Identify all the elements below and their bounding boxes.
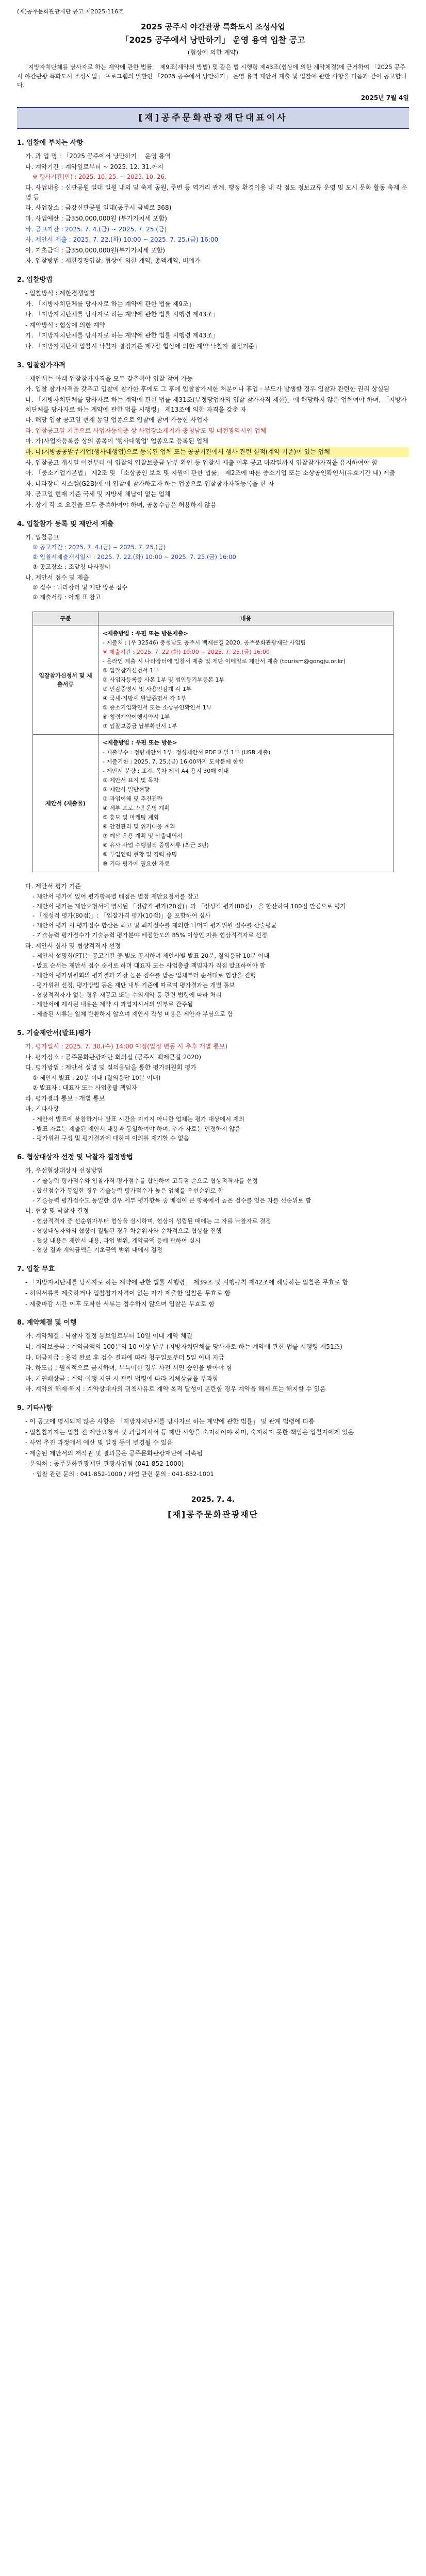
section (17, 882, 409, 1019)
table-line: ④ 국세·지방세 완납증명서 각 1부 (103, 695, 186, 702)
table-line: ③ 인감증명서 및 사용인감계 각 1부 (103, 686, 192, 693)
table-line: - 제안서 분량 : 표지, 목차 제외 A4 용지 30매 이내 (103, 767, 229, 774)
table-row-content (99, 625, 394, 735)
table-row-label: 입찰참가신청서 및 제출서류 (33, 625, 99, 735)
section-item: 라. 입찰공고일 기준으로 사업자등록증 상 사업장소재지가 충청남도 및 대전광역시인 업체 (25, 427, 267, 434)
section-item: 가. 평가일시 : 2025. 7. 30.(수) 14:00 예정(일정 변동 시 추후 개별 통보) (25, 1043, 228, 1050)
section-item: ① 접수 : 나라장터 및 재단 방문 접수 (32, 584, 128, 591)
section-item: 라. 사업장소 : 금강신관공원 일대(공주시 금벽로 368) (25, 204, 172, 212)
section-item: 마. 지연배상금 : 계약 이행 지연 시 관련 법령에 따라 지체상금을 부과함 (25, 1375, 219, 1382)
section (17, 1264, 409, 1309)
section-item: 차. 공고일 현재 기준 국세 및 지방세 체납이 없는 업체 (25, 490, 171, 498)
section-item: 다. 사업내용 : 신관공원 일대 일원 내외 및 축제 공원, 주변 등 역거리 관계, 행정 환경이용 내 각 점도 정보교류 운영 및 도시 문화 활동 축제 운영 등 (25, 184, 407, 201)
section-item: 가. 입찰공고 (25, 533, 59, 541)
sections-part-2 (17, 882, 409, 1479)
section-item: - 합산점수가 동일한 경우 기술능력 평가점수가 높은 업체를 우선순위로 함 (32, 1187, 224, 1194)
table-line: ⑥ 안전관리 및 위기대응 계획 (103, 823, 175, 830)
section-item: 사. 입찰공고 개시일 이전부터 이 입찰의 입찰보증금 납부 확인 등 입찰서 제출 이후 공고 마감일까지 입찰참가자격을 유지하여야 함 (25, 459, 378, 466)
section-item: - 제안서에 제시된 내용은 계약 시 과업지시서의 일부로 간주됨 (32, 1001, 193, 1008)
section-item: 나. 협상 및 낙찰자 결정 (25, 1207, 89, 1215)
table-line: - 제출부수 : 정량제안서 1부, 정성제안서 PDF 파일 1부 (USB 제출) (103, 749, 271, 756)
section-item: 나. 계약보증금 : 계약금액의 100분의 10 이상 납부 (지방자치단체를 당사자로 하는 계약에 관한 법률 시행령 제51조) (25, 1343, 342, 1350)
table-line: ④ 세부 프로그램 운영 계획 (103, 804, 170, 811)
section-item: - 제안서 평가위원회의 평가결과 가장 높은 점수를 받은 업체부터 순서대로 협상을 진행 (32, 972, 256, 979)
table-line: ⑦ 예산 운용 계획 및 산출내역서 (103, 832, 183, 839)
section-item: - 제출마감 시간 이후 도착한 서류는 접수하지 않으며 입찰은 무효로 함 (25, 1300, 215, 1308)
table-line: ⑨ 투입인력 현황 및 경력 증명 (103, 851, 177, 858)
title-line: 2025 공주시 야간관광 특화도시 조성사업 (141, 22, 285, 32)
section-item: ① 제안서 발표 : 20분 이내 (질의응답 10분 이내) (32, 1074, 161, 1081)
section-item: 라. 평가결과 통보 : 개별 통보 (25, 1094, 105, 1102)
section-title: 3. 입찰참가자격 (17, 361, 65, 369)
subtitle: (협상에 의한 계약) (187, 49, 239, 57)
section-item: 마. 사업예산 : 금350,000,000원 (부가가치세 포함) (25, 214, 167, 222)
section-item: ② 입찰서제출개시일시 : 2025. 7. 22.(화) 10:00 ~ 2025. 7. 25.(금) 16:00 (32, 553, 236, 561)
section-item: 나. 계약기간 : 계약일로부터 ~ 2025. 12. 31.까지 (25, 163, 163, 171)
section-title: 4. 입찰참가 등록 및 제안서 제출 (17, 520, 114, 528)
section-item: · 입찰 관련 문의 : 041-852-1000 / 과업 관련 문의 : 041-852-1001 (32, 1470, 214, 1478)
section-item: 다. 해당 입찰 공고일 현재 동일 업종으로 입찰에 참여 가능한 사업자 (25, 416, 208, 424)
section-item: - 발표 순서는 제안서 접수 순서로 하며 대표자 또는 사업총괄 책임자가 직접 발표하여야 함 (32, 962, 266, 970)
table-line: ① 제안서 표지 및 목차 (103, 776, 159, 784)
table-line: <제출방법 : 우편 또는 방문제출> (103, 630, 188, 637)
section-title: 5. 기술제안서(발표)평가 (17, 1029, 91, 1038)
section-item: - 협상적격자가 없는 경우 재공고 또는 수의계약 등 관련 법령에 따라 처리 (32, 991, 222, 998)
closing-block (17, 1495, 409, 1521)
section-item: 가. 「지방자치단체를 당사자로 하는 계약에 관한 법률 시행령 제43조」 (25, 332, 219, 340)
section-item: - 기술능력 평가점수와 입찰가격 평가점수를 합산하여 고득점 순으로 협상적격자를 선정 (32, 1177, 258, 1184)
section (17, 361, 409, 510)
section-item: 가. 과 업 명 : 「2025 공주에서 낭만하기」 운영 용역 (25, 152, 171, 160)
table-line: ③ 과업이해 및 추진전략 (103, 795, 162, 802)
section-item: ② 발표자 : 대표자 또는 사업총괄 책임자 (32, 1083, 137, 1091)
table-row (33, 735, 394, 872)
sections-part-1 (17, 138, 409, 602)
table-line: ⑤ 홍보 및 마케팅 계획 (103, 814, 159, 821)
section-item: - 계약방식 : 협상에 의한 계약 (25, 321, 105, 329)
section-item: - 기술능력 평가점수가 기술능력 평가분야 배점한도의 85% 이상인 자를 협상적격자로 선정 (32, 931, 268, 939)
section-item: - 「지방자치단체를 당사자로 하는 계약에 관한 법률 시행령」 제39조 및 시행규칙 제42조에 해당하는 입찰은 무효로 함 (25, 1279, 349, 1286)
table-row-content (99, 735, 394, 872)
section (17, 138, 409, 266)
table-line: - 온라인 제출 시 나라장터에 입찰서 제출 및 재단 이메일로 제안서 제출 (tourism@gongju.or.kr) (103, 658, 346, 665)
intro-paragraph: 「지방자치단체를 당사자로 하는 계약에 관한 법률」 제9조(계약의 방법) 및 같은 법 시행령 제43조(협상에 의한 계약체결)에 근거하여 「2025 공주시 야간관광 특화도시 조성사업」 프로그램의 일환인 「2025 공주에서 낭만하기」 운영 용역 제안서 제출 및 입찰에 관한 사항을 다음과 같이 공고합니다. (17, 63, 407, 89)
section-item: - 기술능력 평가점수도 동일한 경우 세부 평가항목 중 배점이 큰 항목에서 높은 점수를 얻은 자를 선순위로 함 (32, 1196, 312, 1204)
section (17, 1028, 409, 1143)
section-item: - 문의처 : 공주문화관광재단 관광사업팀 (041-852-1000) (25, 1460, 184, 1468)
announcement-page (17, 0, 409, 1542)
table-header-content: 내용 (99, 612, 394, 625)
section-item: 아. 기초금액 : 금350,000,000원(부가가치세 포함) (25, 246, 166, 254)
table-line: ⑤ 중소기업확인서 또는 소상공인확인서 1부 (103, 704, 212, 711)
table-line: ※ 제출기간 : 2025. 7. 22.(화) 10:00 ~ 2025. 7. 25.(금) 16:00 (103, 649, 270, 656)
section (17, 1318, 409, 1394)
section-item: 나. 「지방자치단체를 당사자로 하는 계약에 관한 법률 시행령 제43조」 (25, 311, 219, 318)
section-title: 6. 협상대상자 선정 및 낙찰자 결정방법 (17, 1154, 133, 1162)
section-item: - 협상적격자 중 선순위자부터 협상을 실시하며, 협상이 성립된 때에는 그 자를 낙찰자로 결정 (32, 1217, 271, 1225)
section (17, 1153, 409, 1255)
section-item: 가. 「지방자치단체를 당사자로 하는 계약에 관한 법률 제9조」 (25, 300, 195, 308)
table-row-label: 제안서 (제출물) (33, 735, 99, 872)
section-item: 라. 제안서 심사 및 협상적격자 선정 (25, 942, 121, 950)
section-item: - 평가위원 선정, 평가방법 등은 재단 내부 기준에 따르며 평가결과는 개별 통보 (32, 981, 235, 989)
section-item: - 제출된 제안서의 저작권 및 결과물은 공주문화관광재단에 귀속됨 (25, 1449, 203, 1457)
intro-date: 2025년 7월 4일 (361, 94, 409, 102)
table-line: ⑦ 입찰보증금 납부확인서 1부 (103, 723, 177, 730)
section (17, 275, 409, 351)
section-item: 바. 계약의 해제·해지 : 계약상대자의 귀책사유로 계약 목적 달성이 곤란할 경우 계약을 해제 또는 해지할 수 있음 (25, 1385, 326, 1393)
section-item: 나. 「지방자치단체 입찰시 낙찰자 결정기준 제7장 협상에 의한 계약 낙찰자 결정기준」 (25, 343, 261, 350)
section-item: 다. 대금지급 : 용역 완료 후 검수 결과에 따라 청구일로부터 5일 이내 지급 (25, 1353, 224, 1361)
section-item: - 입찰방식 : 제한경쟁입찰 (25, 290, 95, 297)
org-banner: [재]공주문화관광재단대표이사 (17, 107, 409, 129)
section-item: - 입찰참가자는 입찰 전 제안요청서 및 과업지시서 등 제반 사항을 숙지하여야 하며, 숙지하지 못한 책임은 입찰자에게 있음 (25, 1428, 354, 1436)
table-line: ⑩ 기타 평가에 필요한 자료 (103, 860, 170, 868)
title-block (17, 21, 409, 58)
section-title: 7. 입찰 무효 (17, 1265, 55, 1274)
table-line: ① 입찰참가신청서 1부 (103, 667, 159, 674)
section (17, 1403, 409, 1479)
table-line: ② 제안사 일반현황 (103, 786, 150, 793)
table-line: - 제출기한 : 2025. 7. 25.(금) 16:00까지 도착분에 한함 (103, 758, 244, 765)
section-title: 2. 입찰방법 (17, 276, 53, 284)
table-line: ② 사업자등록증 사본 1부 및 법인등기부등본 1부 (103, 676, 225, 684)
section-item: - 허위서류를 제출하거나 입찰참가자격이 없는 자가 제출한 입찰은 무효로 함 (25, 1289, 231, 1297)
section-item: 사. 제안서 제출 : 2025. 7. 22.(화) 10:00 ~ 2025. 7. 25.(금) 16:00 (25, 236, 219, 244)
section-item: 마. 가)사업자등록증 상의 종목이 '행사대행업' 업종으로 등록된 업체 (25, 437, 208, 445)
section-item: 다. 제안서 평가 기준 (25, 883, 81, 890)
section-item: ① 공고기간 : 2025. 7. 4.(금) ~ 2025. 7. 25.(금) (32, 544, 166, 551)
section-item: - 협상 결과 계약금액은 기초금액 범위 내에서 결정 (32, 1246, 162, 1254)
table-header-category: 구분 (33, 612, 99, 625)
section-item: - 이 공고에 명시되지 않은 사항은 「지방자치단체를 당사자로 하는 계약에 관한 법률」 및 관계 법령에 따름 (25, 1418, 315, 1426)
section (17, 519, 409, 602)
section-item: - 제안서 발표에 불참하거나 발표 시간을 지키지 아니한 업체는 평가 대상에서 제외 (32, 1115, 244, 1123)
table-line: <제출방법 : 우편 또는 방문> (103, 739, 177, 747)
section-item: 나. 제안서 접수 및 제출 (25, 573, 89, 581)
section-item: - 협상 내용은 제안서 내용, 과업 범위, 계약금액 등에 관하여 실시 (32, 1236, 201, 1244)
section-item: - 협상대상자와의 협상이 결렬된 경우 차순위자와 순차적으로 협상을 진행 (32, 1227, 222, 1234)
closing-date: 2025. 7. 4. (191, 1495, 235, 1504)
table-line: ⑧ 유사 사업 수행실적 증빙서류 (최근 3년) (103, 841, 209, 849)
section-item: - 제안서 평가 시 평가점수 합산은 최고 및 최저점수를 제외한 나머지 평가위원 점수를 산술평균 (32, 922, 277, 929)
table-line: ⑥ 청렴계약이행서약서 1부 (103, 714, 170, 721)
section-item: 바. 공고기간 : 2025. 7. 4.(금) ~ 2025. 7. 25.(금) (25, 225, 167, 233)
section-item: 나. 「지방자치단체를 당사자로 하는 계약에 관한 법률 제31조(부정당업자의 입찰 참가자격 제한)」에 해당하지 않은 업체여야 하며, 「지방자치단체를 당사자로 하는 계약에 관한 법률 시행령」 제13조에 의한 자격을 갖춘 자 (25, 396, 407, 413)
page-title: 「2025 공주에서 낭만하기」 운영 용역 입찰 공고 (121, 35, 305, 45)
section-item: - 발표 자료는 제출된 제안서 내용과 동일하여야 하며, 추가 자료는 인정하지 않음 (32, 1125, 241, 1132)
section-item: - 제출된 서류는 일체 반환하지 않으며 제안서 작성 비용은 제안자 부담으로 함 (32, 1010, 233, 1018)
section-title: 9. 기타사항 (17, 1404, 53, 1412)
section-item: 마. 기타사항 (25, 1105, 59, 1113)
section-item: 아. 「중소기업기본법」 제2조 및 「소상공인 보호 및 지원에 관한 법률」 제2조에 따른 중소기업 또는 소상공인확인서(유효기간 내) 제출 (25, 469, 396, 477)
section-item: 나. 평가장소 : 공주문화관광재단 회의실 (공주시 백제큰길 2020) (25, 1053, 202, 1061)
section-item: 다. 평가방법 : 제안서 설명 및 질의응답을 통한 평가위원회 평가 (25, 1064, 196, 1072)
section-item: - 제안서 설명회(PT)는 공고기간 중 별도 공지하며 제안사별 발표 20분, 질의응답 10분 이내 (32, 952, 270, 960)
section-item: - 제안서는 아래 입찰참가자격을 모두 갖추어야 입찰 참여 가능 (25, 375, 193, 382)
notice-number: (재)공주문화관광재단 공고 제2025-116호 (17, 8, 124, 15)
section-item: 바. 나)지방공공발주기업(행사대행업)으로 등록된 업체 또는 공공기관에서 행사 관련 실적(계약 기준)이 있는 업체 (25, 447, 409, 457)
section-item: 라. 하도급 : 원칙적으로 금지하며, 부득이한 경우 사전 서면 승인을 받아야 함 (25, 1364, 233, 1372)
section-item: - 「정성적 평가(80점)」: 「입찰가격 평가(10점)」을 포함하여 심사 (32, 912, 211, 920)
table-row (33, 625, 394, 735)
section-item: 가. 계약체결 : 낙찰자 결정 통보일로부터 10일 이내 계약 체결 (25, 1332, 193, 1340)
section-title: 8. 계약체결 및 이행 (17, 1319, 77, 1327)
section-item: ※ 행사기간(안) : 2025. 10. 25. ~ 2025. 10. 26. (32, 173, 167, 181)
section-item: - 제안서 평가에 있어 평가항목별 배점은 별첨 제안요청서를 참고 (32, 892, 199, 900)
section-item: ③ 공고장소 : 조달청 나라장터 (32, 563, 111, 570)
submission-table (32, 612, 394, 872)
section-title: 1. 입찰에 부치는 사항 (17, 139, 84, 147)
section-item: 가. 입찰 참가자격을 갖추고 입찰에 참가한 후에도 그 후에 입찰참가제한 처분이나 휴업 · 부도가 발생할 경우 입찰과 관련한 권리 상실됨 (25, 385, 390, 393)
section-item: ② 제출서류 : 아래 표 참고 (32, 594, 101, 601)
section-item: - 평가위원 구성 및 평가결과에 대하여 이의를 제기할 수 없음 (32, 1134, 189, 1142)
section-item: 자. 나라장터 시스템(G2B)에 이 입찰에 참가하고자 하는 업종으로 입찰참가자격등록을 한 자 (25, 480, 274, 487)
section-item: - 사업 추진 과정에서 예산 및 일정 등이 변경될 수 있음 (25, 1439, 173, 1447)
section-item: 자. 입찰방법 : 제한경쟁입찰, 협상에 의한 계약, 총액계약, 비예가 (25, 257, 201, 265)
section-item: 가. 우선협상대상자 선정방법 (25, 1167, 103, 1175)
closing-organization: [재]공주문화관광재단 (168, 1510, 258, 1520)
section-item: 카. 상기 각 호 요건을 모두 충족하여야 하며, 공동수급은 허용하지 않음 (25, 501, 217, 509)
table-line: - 제출처 : (우 32546) 충청남도 공주시 백제큰길 2020, 공주문화관광재단 사업팀 (103, 639, 306, 646)
section-item: - 제안서 평가는 제안요청서에 명시된 「정량적 평가(20점)」과 「정성적 평가(80점)」을 합산하여 100점 만점으로 평가 (32, 902, 346, 910)
